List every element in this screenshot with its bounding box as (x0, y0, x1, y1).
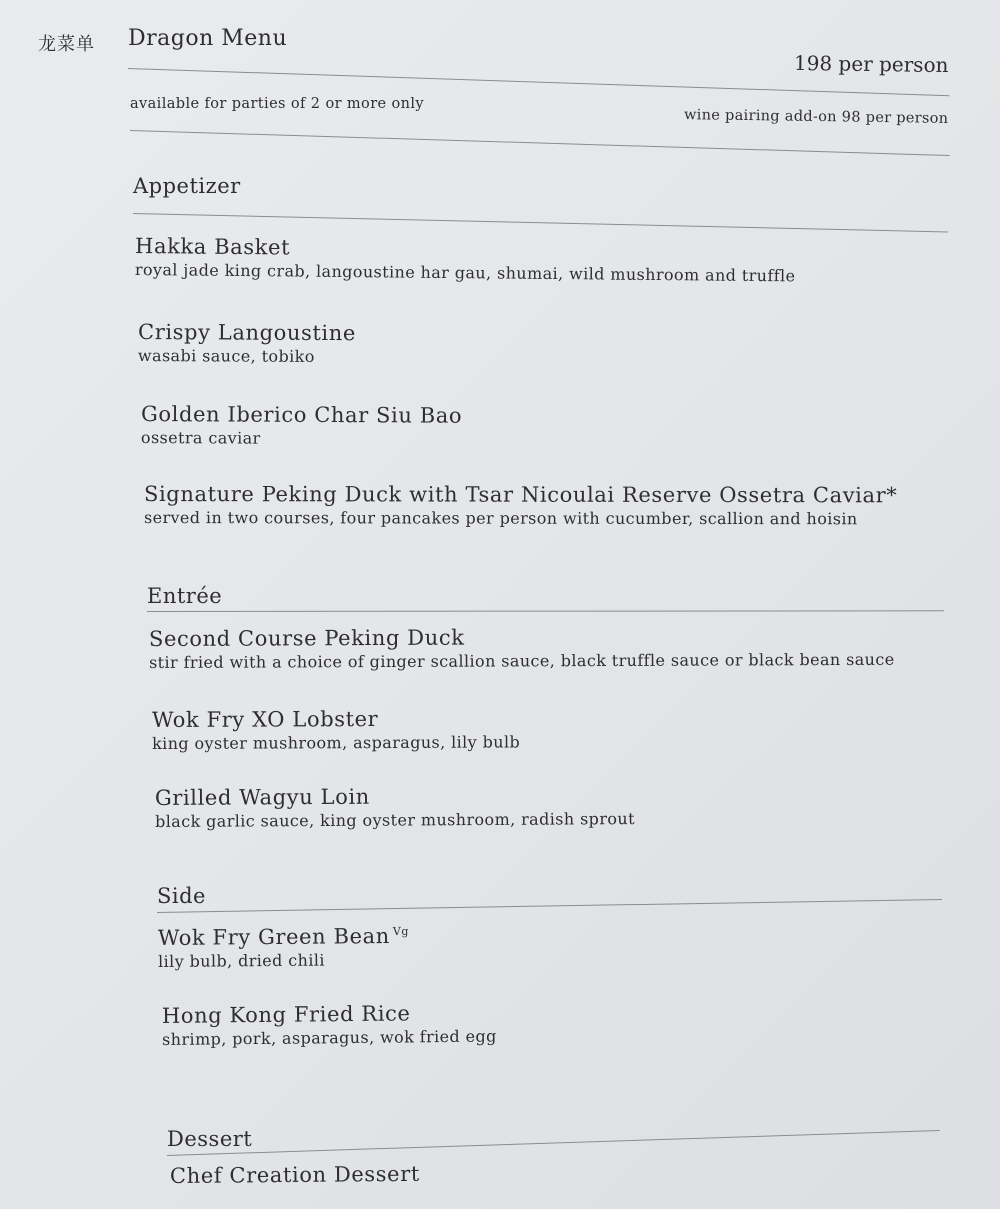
item-name (158, 924, 409, 951)
menu-item-hakka-basket (135, 234, 796, 287)
menu-item-peking-duck-caviar (144, 482, 897, 530)
item-name: Chef Creation Dessert (169, 1161, 420, 1188)
item-name: Hakka Basket (134, 234, 291, 260)
divider (147, 610, 944, 612)
section-heading-dessert: Dessert (167, 1127, 253, 1151)
menu-title: Dragon Menu (128, 26, 288, 51)
section-heading-entree: Entrée (147, 584, 223, 608)
item-name: Wok Fry XO Lobster (151, 707, 379, 732)
menu-item-crispy-langoustine (138, 320, 356, 368)
item-description: stir fried with a choice of ginger scallion sauce, black truffle sauce or black bean sauce (149, 649, 895, 673)
vegan-badge: Vg (392, 924, 410, 938)
divider (133, 213, 948, 232)
menu-item-second-course-duck (149, 624, 895, 674)
wine-pairing-note: wine pairing add-on 98 per person (683, 107, 949, 127)
item-name: Hong Kong Fried Rice (161, 1001, 411, 1028)
divider (157, 899, 942, 913)
price-per-person: 198 per person (793, 50, 949, 78)
item-description: king oyster mushroom, asparagus, lily bulb (152, 732, 521, 754)
divider (167, 1130, 940, 1156)
divider (130, 130, 950, 156)
item-description: black garlic sauce, king oyster mushroom, radish sprout (155, 809, 635, 832)
item-description: royal jade king crab, langoustine har gau, shumai, wild mushroom and truffle (134, 260, 796, 286)
item-description: shrimp, pork, asparagus, wok fried egg (162, 1026, 497, 1050)
menu-item-green-bean (158, 924, 410, 973)
menu-item-fried-rice (162, 1000, 497, 1050)
item-name: Golden Iberico Char Siu Bao (140, 402, 463, 428)
menu-item-chef-dessert (170, 1162, 420, 1189)
chinese-title: 龙菜单 (38, 34, 95, 55)
menu-item-char-siu-bao (141, 402, 462, 451)
item-name-text: Wok Fry Green Bean (157, 923, 390, 950)
item-name: Second Course Peking Duck (148, 625, 465, 651)
menu-item-wagyu-loin (155, 783, 635, 833)
availability-note: available for parties of 2 or more only (130, 96, 425, 112)
item-description: wasabi sauce, tobiko (137, 346, 315, 367)
item-name: Grilled Wagyu Loin (154, 784, 370, 810)
menu-item-xo-lobster (152, 706, 520, 755)
item-name: Crispy Langoustine (137, 320, 356, 346)
item-description: lily bulb, dried chili (158, 950, 325, 972)
item-description: ossetra caviar (140, 428, 261, 448)
item-name: Signature Peking Duck with Tsar Nicoulai Reserve Ossetra Caviar* (143, 482, 898, 508)
section-heading-side: Side (157, 884, 206, 908)
item-description: served in two courses, four pancakes per person with cucumber, scallion and hoisin (143, 508, 858, 529)
section-heading-appetizer: Appetizer (133, 174, 241, 198)
